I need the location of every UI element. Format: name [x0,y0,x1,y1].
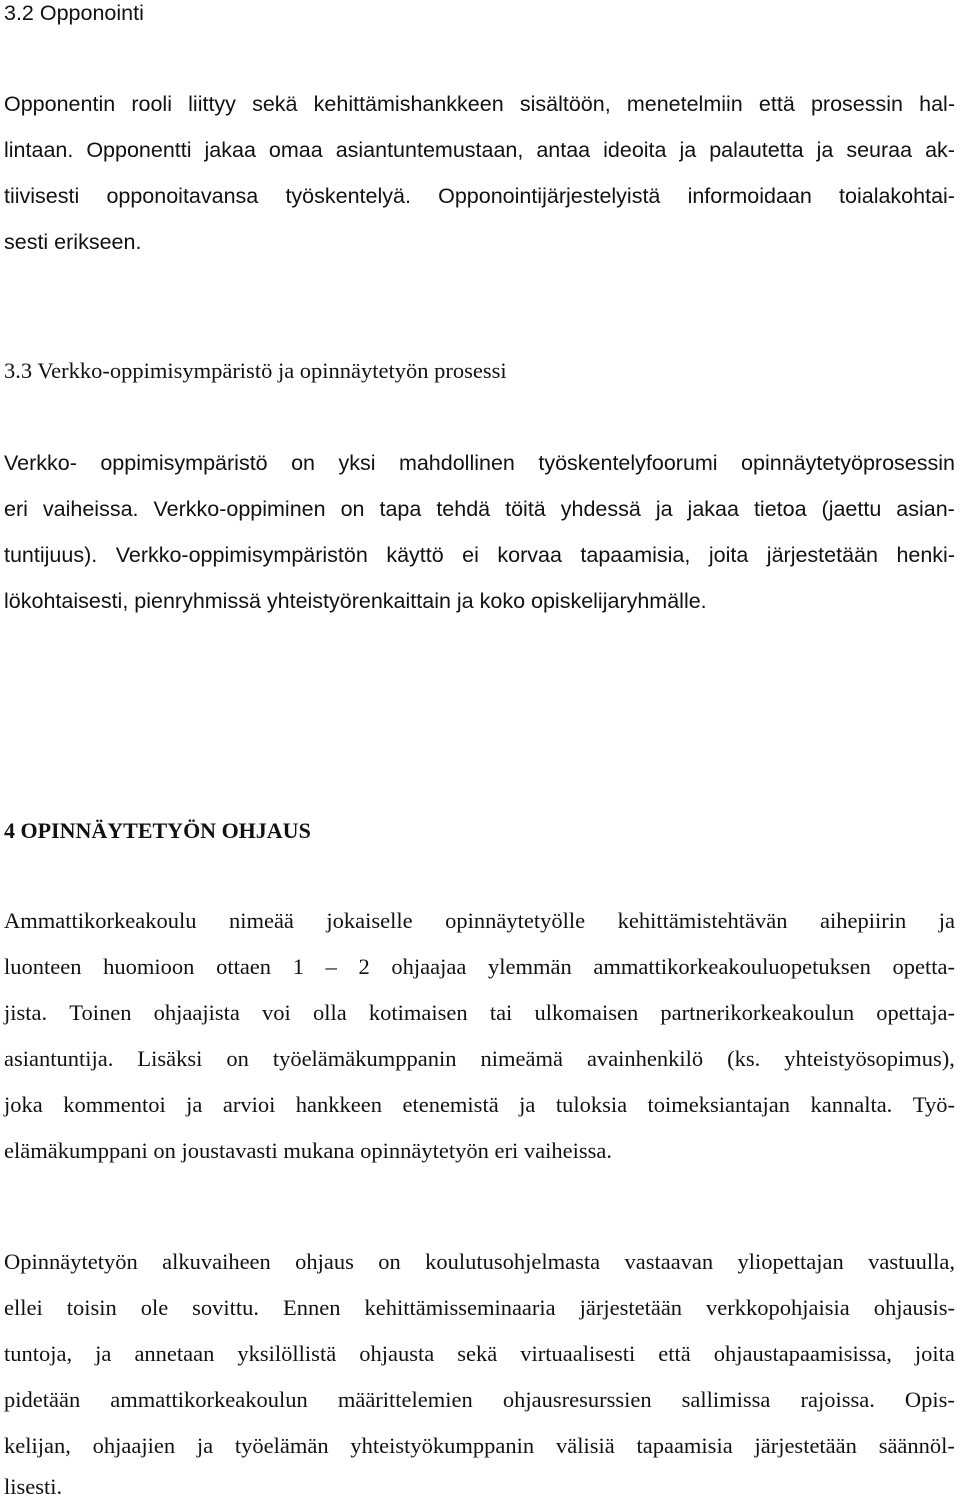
section-heading-3-2: 3.2 Opponointi [4,1,144,25]
word: joka [4,1092,43,1117]
word: (ks. [727,1046,761,1071]
word: ja [679,138,697,162]
word: olla [312,1000,347,1025]
word: eri [4,497,28,521]
word: partnerikorkeakoulun [660,1000,855,1025]
word: tapa [379,497,422,521]
word: ja [938,908,955,933]
word: sekä [457,1341,498,1366]
word: antaa [536,138,591,162]
word: Opponentti [86,138,192,162]
word: palautetta [709,138,804,162]
word: yksilöllistä [237,1341,337,1366]
paragraph-line [4,499,955,521]
word: jakaa [204,138,256,162]
word: tai [489,1000,513,1025]
word: Ennen [283,1295,341,1320]
word: prosessin [810,92,903,116]
word: tapaamisia, [580,543,691,567]
word: ammattikorkeakoulun [110,1387,308,1412]
word: ole [140,1295,169,1320]
word: ellei [4,1295,43,1320]
paragraph-line [4,545,955,567]
word: ottaen [216,954,272,979]
word: korvaa [497,543,562,567]
word: vastaavan [624,1249,714,1274]
word: järjestetään [766,543,878,567]
word: sovittu. [192,1295,260,1320]
word: yhteistyösopimus), [784,1046,955,1071]
word: töitä [505,497,546,521]
word: Verkko-oppimisympäristön [115,543,368,567]
word: arvioi [222,1092,276,1117]
word: yhdessä [560,497,641,521]
word: yhteistyökumppanin [350,1433,535,1458]
word: että [758,92,795,116]
word: ja [95,1341,112,1366]
word: ammattikorkeakouluopetuksen [593,954,871,979]
word: yksi [338,451,376,475]
word: toialakohtai- [839,184,955,208]
paragraph-line [4,1048,955,1071]
word: rajoissa. [800,1387,875,1412]
word: tuntijuus). [4,543,98,567]
word: avainhenkilö [586,1046,704,1071]
word: tehdä [436,497,491,521]
word: vastuulla, [868,1249,955,1274]
word: toisin [66,1295,117,1320]
word: ulkomaisen [534,1000,639,1025]
word: seuraa [846,138,913,162]
word: jista. [4,1000,48,1025]
paragraph-line: elämäkumppani on joustavasti mukana opinnäytetyön eri vaiheissa. [4,1138,612,1163]
word: tiivisesti [4,184,80,208]
paragraph-line [4,1094,955,1117]
word: on [340,497,365,521]
word: ohjaajista [153,1000,240,1025]
word: työelämäkumppanin [272,1046,457,1071]
word: ja [816,138,834,162]
word: tuntoja, [4,1341,73,1366]
word: hankkeen [295,1092,383,1117]
word: Verkko- [4,451,77,475]
word: jakaa [687,497,739,521]
word: ohjaajaa [391,954,467,979]
word: opinnäytetyölle [445,908,586,933]
word: virtuaalisesti [520,1341,636,1366]
paragraph-line [4,1435,955,1458]
word: on [291,451,315,475]
word: Opis- [904,1387,955,1412]
paragraph-line: lökohtaisesti, pienryhmissä yhteistyörenkaittain ja koko opiskelijaryhmälle. [4,589,707,613]
word: ohjausta [359,1341,435,1366]
word: ja [655,497,673,521]
word: asian- [896,497,955,521]
word: kehittämisseminaaria [364,1295,556,1320]
word: että [658,1341,691,1366]
word: säännöl- [878,1433,955,1458]
word: toimeksiantajan [647,1092,791,1117]
word: opinnäytetyöprosessin [741,451,955,475]
word: asiantuntija. [4,1046,114,1071]
word: nimeää [228,908,294,933]
word: Työ- [912,1092,955,1117]
word: liittyy [188,92,236,116]
word: omaa [268,138,323,162]
word: henki- [896,543,955,567]
paragraph-line: lisesti. [4,1474,63,1499]
word: aihepiirin [820,908,907,933]
word: on [226,1046,249,1071]
word: oppimisympäristö [100,451,268,475]
word: joita [914,1341,955,1366]
word: työskentelyfoorumi [538,451,718,475]
word: alkuvaiheen [162,1249,271,1274]
chapter-heading-4: 4 OPINNÄYTETYÖN OHJAUS [4,818,311,843]
word: – [325,954,337,979]
paragraph-line [4,1389,955,1412]
word: 1 [292,954,304,979]
word: asiantuntemustaan, [335,138,524,162]
word: opponoitavansa [106,184,259,208]
word: määrittelemien [337,1387,473,1412]
word: verkkopohjaisia [706,1295,850,1320]
word: ja [519,1092,536,1117]
word: välisiä [555,1433,615,1458]
word: Opponointijärjestelyistä [438,184,661,208]
word: nimeämä [480,1046,563,1071]
word: ja [186,1092,203,1117]
word: rooli [131,92,172,116]
word: voi [262,1000,291,1025]
word: hal- [919,92,955,116]
word: kelijan, [4,1433,71,1458]
word: tapaamisia [636,1433,733,1458]
word: työskentelyä. [285,184,411,208]
section-heading-3-3: 3.3 Verkko-oppimisympäristö ja opinnäytetyön prosessi [4,358,507,383]
word: kommentoi [63,1092,166,1117]
word: tuloksia [555,1092,628,1117]
word: kannalta. [810,1092,893,1117]
word: järjestetään [579,1295,683,1320]
word: kehittämishankkeen [313,92,504,116]
word: Verkko-oppiminen [153,497,326,521]
word: lintaan. [4,138,74,162]
word: ideoita [603,138,667,162]
word: koulutusohjelmasta [425,1249,601,1274]
word: ak- [925,138,955,162]
paragraph-line [4,910,955,933]
word: Opponentin [4,92,116,116]
word: Ammattikorkeakoulu [4,908,197,933]
word: Lisäksi [137,1046,203,1071]
word: ylemmän [488,954,572,979]
word: Toinen [69,1000,132,1025]
word: annetaan [134,1341,215,1366]
word: mahdollinen [398,451,515,475]
word: joita [708,543,749,567]
paragraph-line [4,94,955,116]
word: ohjausresurssien [502,1387,652,1412]
paragraph-line [4,1297,955,1320]
word: opetta- [892,954,955,979]
word: sekä [252,92,298,116]
word: vaiheissa. [42,497,139,521]
word: ohjaustapaamisissa, [713,1341,892,1366]
word: kotimaisen [368,1000,468,1025]
word: luonteen [4,954,82,979]
word: jokaiselle [326,908,413,933]
word: sisältöön, [519,92,611,116]
word: ja [196,1433,214,1458]
word: menetelmiin [626,92,743,116]
word: (jaettu [821,497,882,521]
word: ei [462,543,479,567]
paragraph-line [4,1343,955,1366]
word: käyttö [386,543,444,567]
word: ohjaajien [92,1433,176,1458]
word: ohjausis- [873,1295,955,1320]
word: ohjaus [295,1249,354,1274]
word: tietoa [753,497,807,521]
paragraph-line [4,186,955,208]
word: informoidaan [687,184,812,208]
paragraph-line [4,956,955,979]
paragraph-line [4,1251,955,1274]
word: etenemistä [402,1092,499,1117]
paragraph-line [4,1002,955,1025]
word: Opinnäytetyön [4,1249,138,1274]
paragraph-line [4,453,955,475]
word: työelämän [234,1433,329,1458]
word: opettaja- [876,1000,955,1025]
paragraph-line [4,140,955,162]
word: yliopettajan [737,1249,844,1274]
word: kehittämistehtävän [617,908,788,933]
word: sallimissa [681,1387,771,1412]
word: huomioon [103,954,195,979]
word: järjestetään [754,1433,857,1458]
word: on [378,1249,401,1274]
word: pidetään [4,1387,81,1412]
word: 2 [358,954,370,979]
paragraph-line: sesti erikseen. [4,230,142,254]
